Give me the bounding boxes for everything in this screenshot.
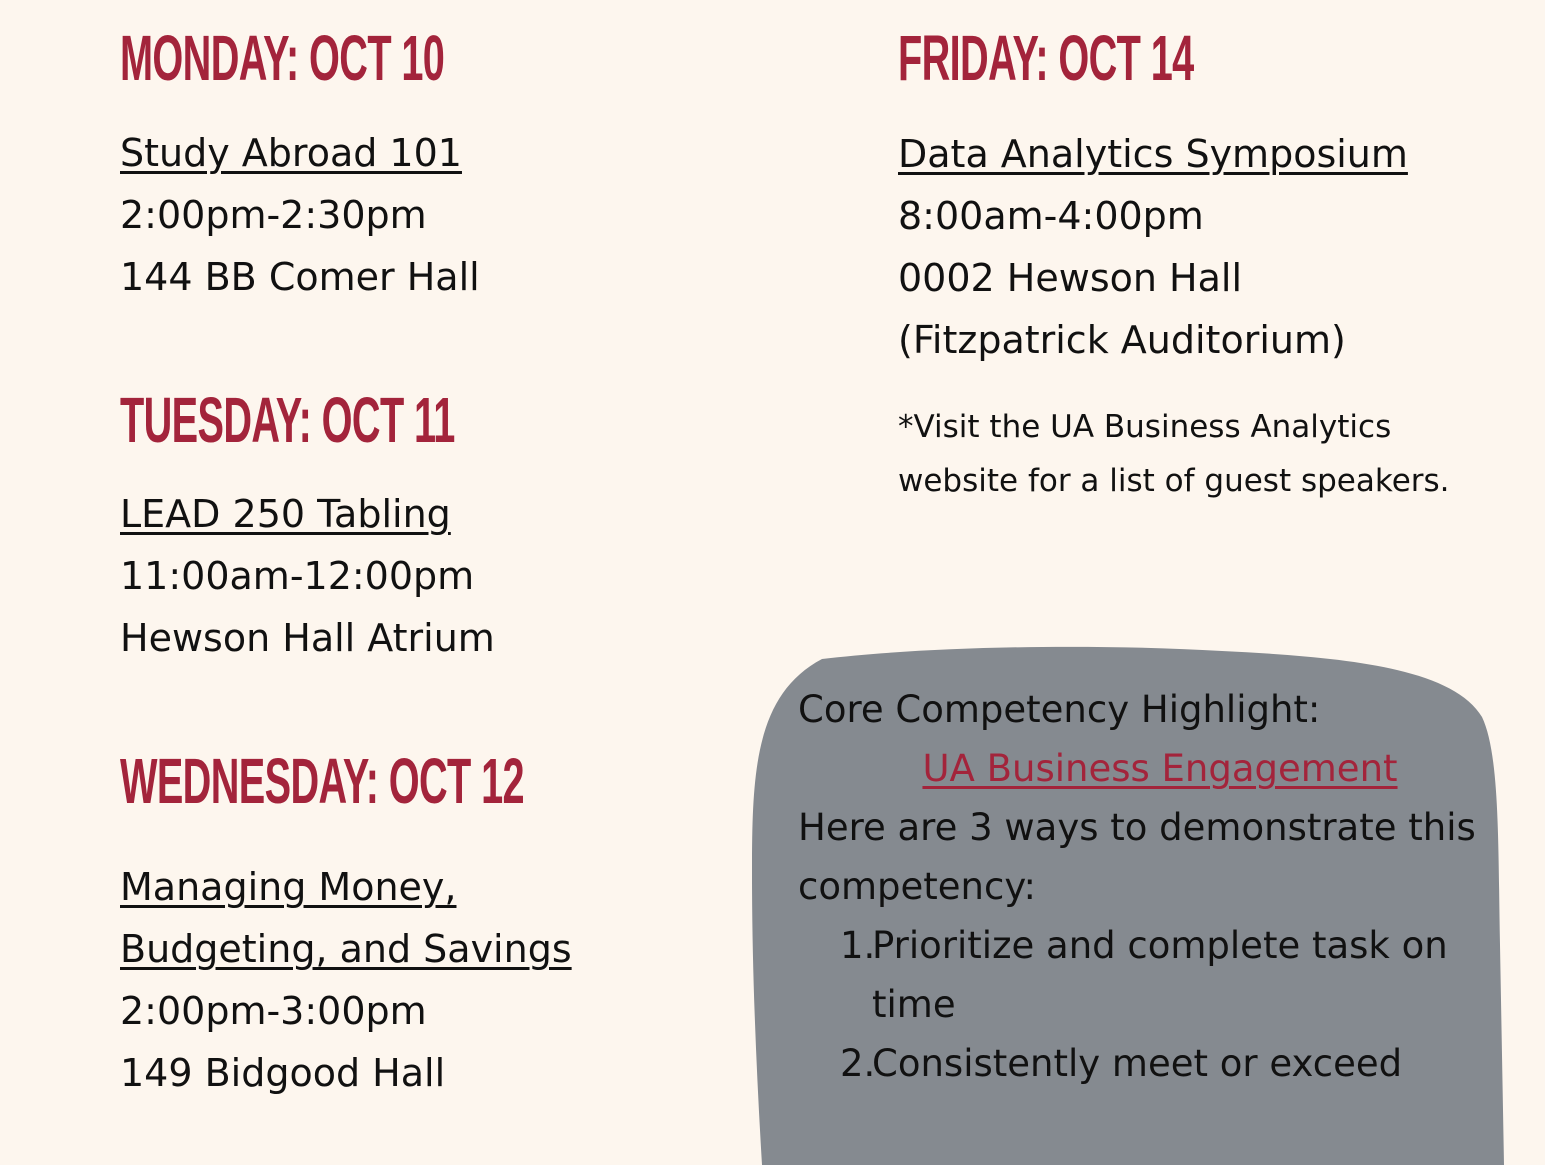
competency-intro: Here are 3 ways to demonstrate this competency: bbox=[798, 806, 1476, 908]
friday-guest-speakers-note: *Visit the UA Business Analytics website for a list of guest speakers. bbox=[898, 409, 1450, 499]
competency-list bbox=[798, 916, 1498, 1093]
wednesday-event bbox=[120, 856, 572, 1104]
monday-event bbox=[120, 122, 480, 308]
wednesday-heading: WEDNESDAY: OCT 12 bbox=[120, 745, 524, 817]
wednesday-event-title-link-line1[interactable]: Managing Money, bbox=[120, 865, 457, 909]
competency-item-text: Prioritize and complete task on time bbox=[872, 924, 1448, 1026]
competency-list-item bbox=[798, 1034, 1498, 1093]
monday-event-time: 2:00pm-2:30pm bbox=[120, 193, 427, 237]
monday-event-title-link[interactable]: Study Abroad 101 bbox=[120, 131, 462, 175]
tuesday-event bbox=[120, 483, 495, 669]
competency-heading: Core Competency Highlight: bbox=[798, 688, 1321, 731]
friday-event-location-line2: (Fitzpatrick Auditorium) bbox=[898, 318, 1346, 362]
competency-highlight bbox=[798, 680, 1498, 1093]
friday-heading: FRIDAY: OCT 14 bbox=[898, 22, 1194, 94]
wednesday-event-location: 149 Bidgood Hall bbox=[120, 1051, 446, 1095]
wednesday-event-title-link-line2[interactable]: Budgeting, and Savings bbox=[120, 927, 572, 971]
competency-item-text: Consistently meet or exceed bbox=[872, 1042, 1403, 1085]
tuesday-event-time: 11:00am-12:00pm bbox=[120, 554, 475, 598]
friday-event-location-line1: 0002 Hewson Hall bbox=[898, 256, 1243, 300]
tuesday-event-title-link[interactable]: LEAD 250 Tabling bbox=[120, 492, 451, 536]
tuesday-event-location: Hewson Hall Atrium bbox=[120, 616, 495, 660]
monday-event-location: 144 BB Comer Hall bbox=[120, 255, 480, 299]
wednesday-event-time: 2:00pm-3:00pm bbox=[120, 989, 427, 1033]
competency-list-item bbox=[798, 916, 1498, 1034]
tuesday-heading: TUESDAY: OCT 11 bbox=[120, 384, 455, 456]
competency-link[interactable]: UA Business Engagement bbox=[922, 747, 1398, 790]
competency-item-number: 1. bbox=[840, 924, 876, 967]
friday-event-time: 8:00am-4:00pm bbox=[898, 194, 1204, 238]
monday-heading: MONDAY: OCT 10 bbox=[120, 22, 445, 94]
competency-item-number: 2. bbox=[840, 1042, 876, 1085]
friday-event-title-link[interactable]: Data Analytics Symposium bbox=[898, 132, 1408, 176]
friday-event bbox=[898, 123, 1408, 371]
